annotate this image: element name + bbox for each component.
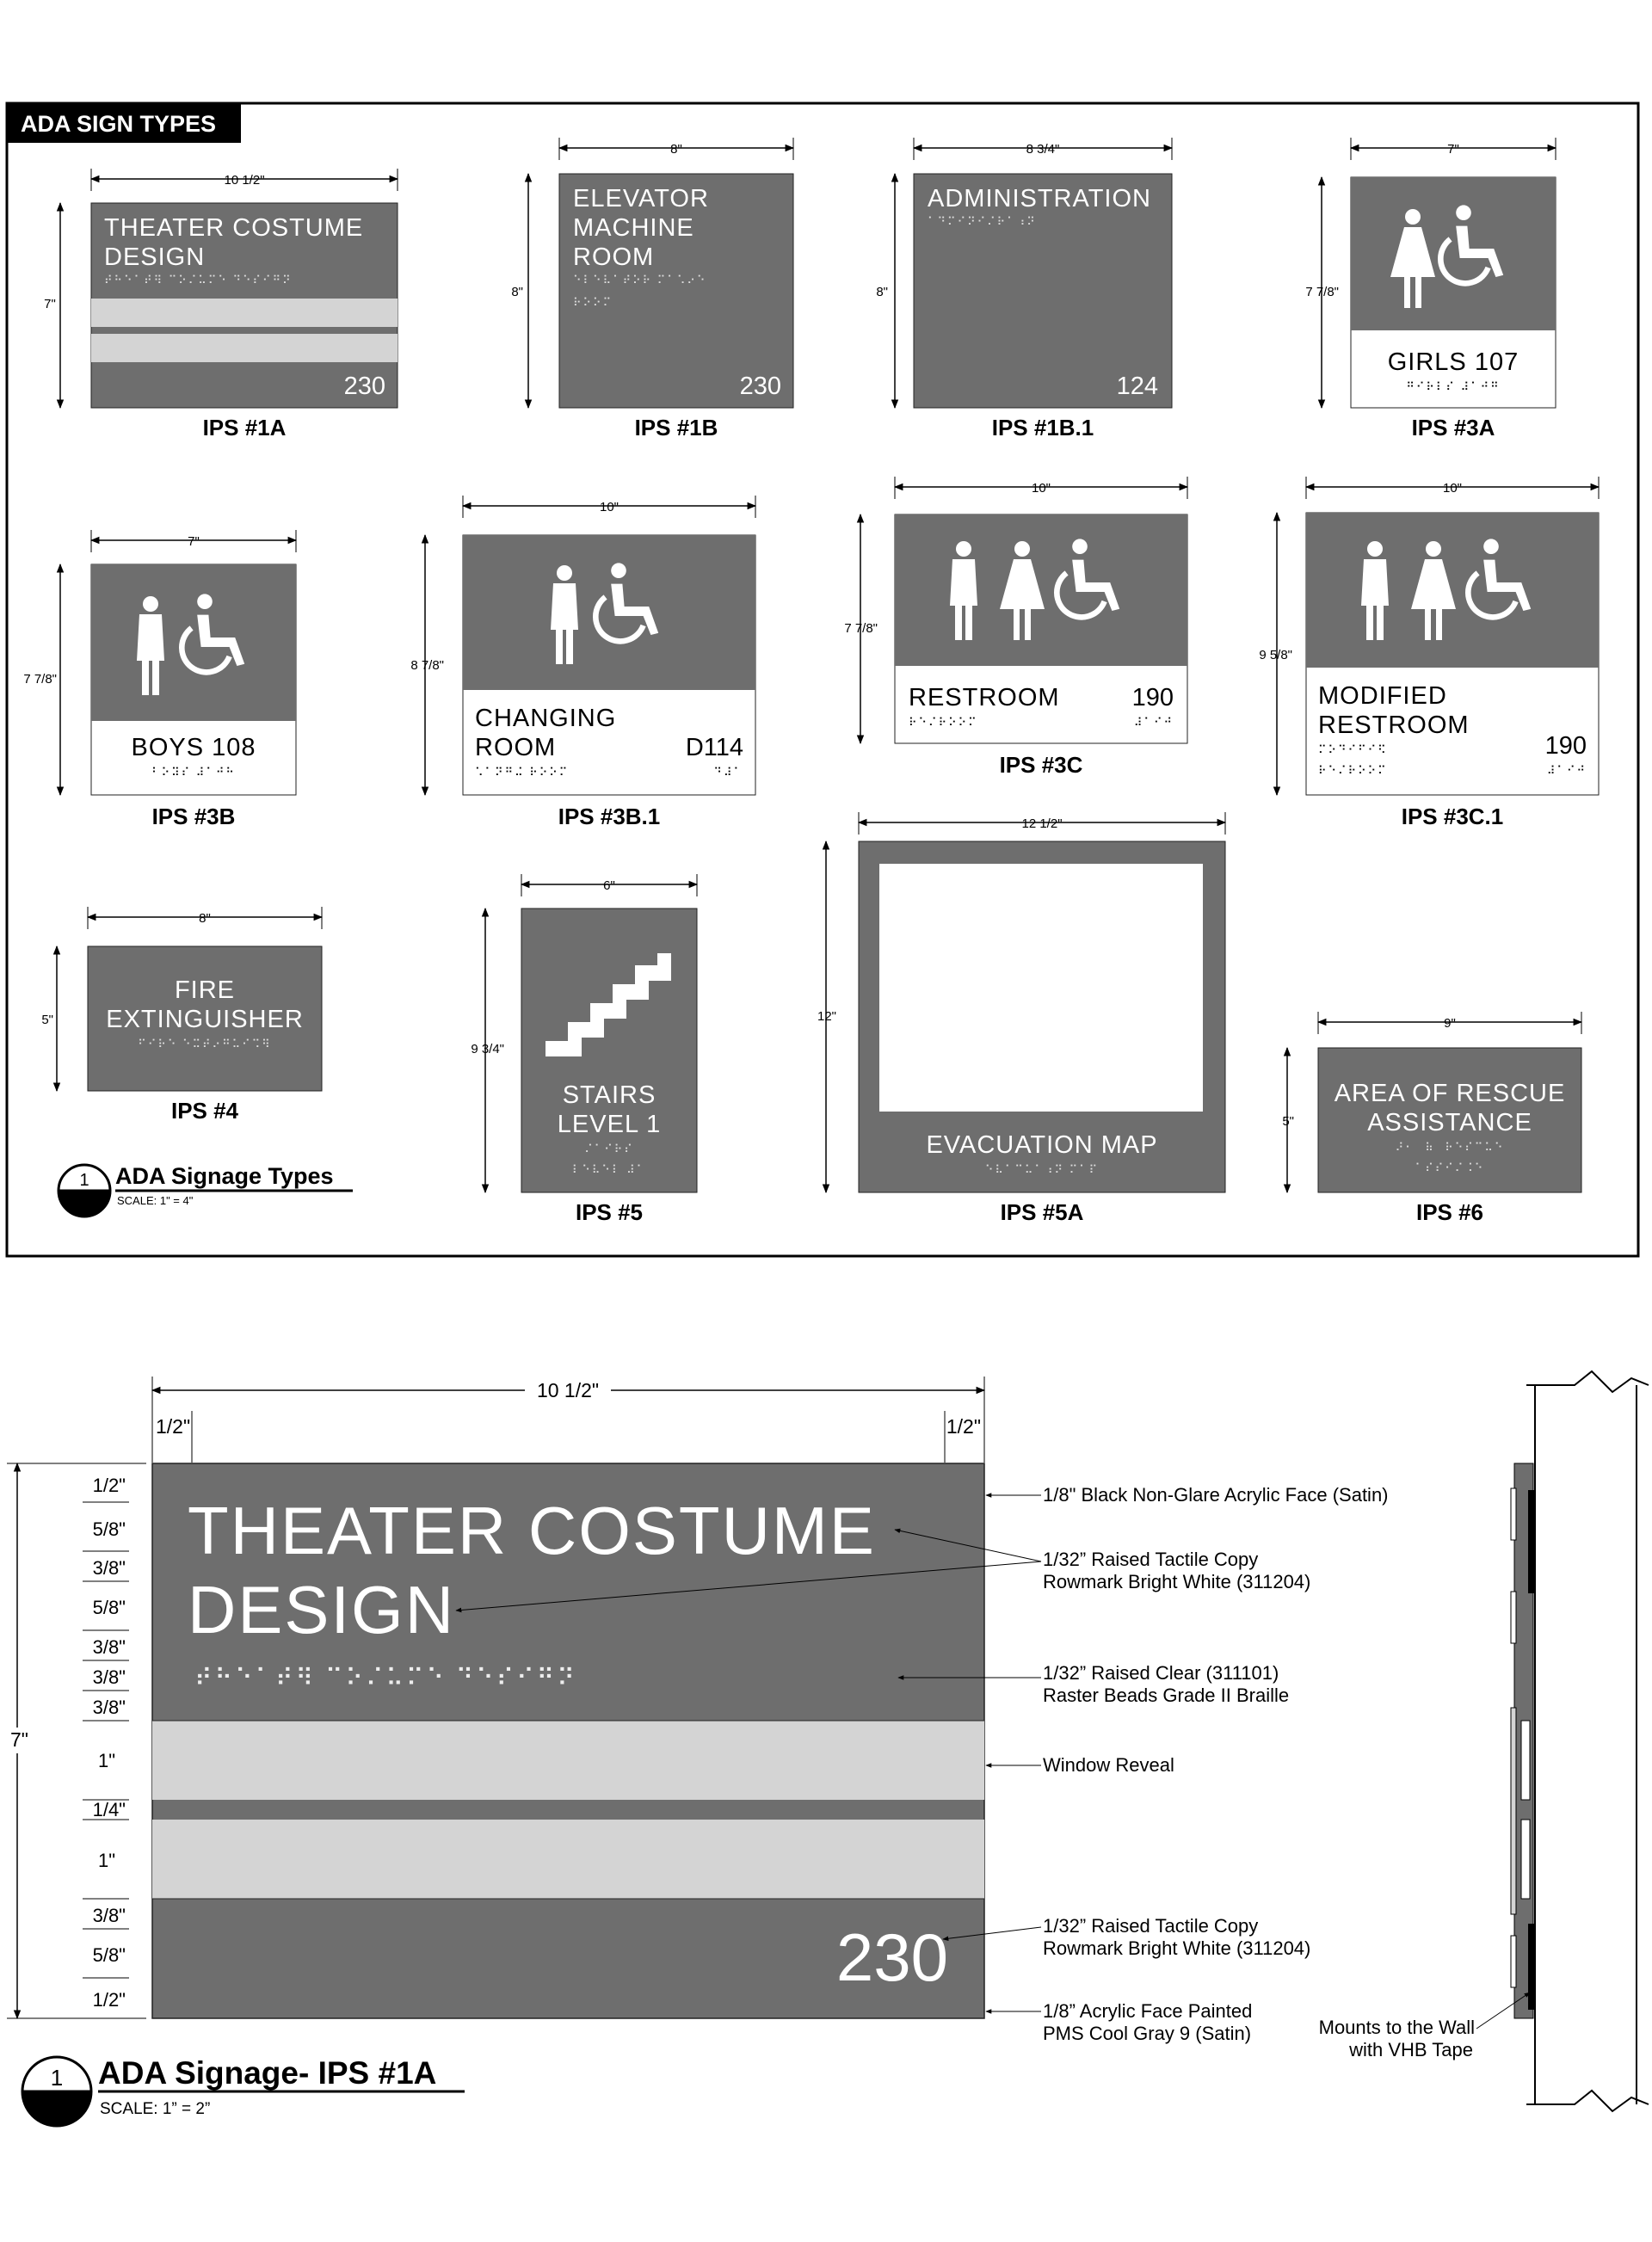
sign-ips-1b bbox=[511, 138, 793, 440]
ips-1b-width: 8" bbox=[670, 142, 682, 157]
callout-3a: 1/32” Raised Clear (311101) bbox=[1043, 1662, 1279, 1684]
ips-1b-height: 8" bbox=[511, 285, 523, 299]
ips-3b1-line1: CHANGING bbox=[475, 705, 617, 732]
ips-5a-line1: EVACUATION MAP bbox=[926, 1131, 1158, 1159]
ips-3c-width: 10" bbox=[1031, 481, 1051, 496]
braille-dots: ⠙⠼⠁ bbox=[713, 766, 743, 779]
sign-ips-3c1 bbox=[1259, 477, 1599, 829]
detail-vertical-dims bbox=[83, 1475, 129, 2011]
callout-5b: Rowmark Bright White (311204) bbox=[1043, 1937, 1311, 1959]
ips-5-line1: STAIRS bbox=[562, 1081, 656, 1109]
ips-3b1-height: 8 7/8" bbox=[410, 658, 444, 673]
callout-6b: PMS Cool Gray 9 (Satin) bbox=[1043, 2023, 1252, 2044]
ips-4-label: IPS #4 bbox=[170, 1098, 239, 1124]
ips-1b-label: IPS #1B bbox=[634, 415, 718, 440]
ips-3a-height: 7 7/8" bbox=[1305, 285, 1339, 299]
callout-4: Window Reveal bbox=[1043, 1754, 1174, 1776]
callout-2a: 1/32” Raised Tactile Copy bbox=[1043, 1549, 1259, 1570]
ips-3b1-number: D114 bbox=[685, 734, 743, 761]
ips-6-label: IPS #6 bbox=[1415, 1199, 1484, 1225]
sign-ips-1b1 bbox=[876, 138, 1172, 440]
callout-3b: Raster Beads Grade II Braille bbox=[1043, 1685, 1290, 1706]
callout-1: 1/8" Black Non-Glare Acrylic Face (Satin) bbox=[1043, 1484, 1389, 1506]
braille-dots: ⠡⠁⠝⠛⠬ ⠗⠕⠕⠍ bbox=[475, 766, 570, 779]
vdim-13: 1/2" bbox=[92, 1989, 126, 2011]
braille-dots: ⠜⠂⠀⠷⠀⠗⠑⠎⠉⠥⠑ bbox=[1395, 1141, 1505, 1154]
sign-ips-5 bbox=[471, 874, 697, 1225]
ips-6-width: 9" bbox=[1444, 1016, 1456, 1031]
ips-1b1-line1: ADMINISTRATION bbox=[928, 185, 1151, 212]
ips-1b1-label: IPS #1B.1 bbox=[991, 415, 1094, 440]
detail-line1: THEATER COSTUME bbox=[188, 1493, 876, 1568]
sign-ips-3b1 bbox=[410, 496, 755, 829]
detail-line2: DESIGN bbox=[188, 1572, 456, 1648]
mount-note-a: Mounts to the Wall bbox=[1318, 2017, 1475, 2038]
ips-1b-line2: MACHINE bbox=[573, 214, 694, 242]
side-section-view bbox=[1319, 1371, 1649, 2111]
sign-ips-6 bbox=[1282, 1012, 1581, 1225]
ips-1b-line3: ROOM bbox=[573, 243, 655, 271]
ips-4-line2: EXTINGUISHER bbox=[106, 1006, 304, 1033]
ips-3b1-width: 10" bbox=[599, 500, 620, 514]
vdim-12: 5/8" bbox=[92, 1944, 126, 1966]
vdim-7: 3/8" bbox=[92, 1697, 126, 1718]
ips-3b1-label: IPS #3B.1 bbox=[558, 804, 661, 829]
ips-4-height: 5" bbox=[41, 1013, 53, 1027]
ips-1b-number: 230 bbox=[739, 373, 781, 400]
title-block-1-scale: SCALE: 1" = 4" bbox=[117, 1194, 194, 1207]
ips-3c1-height: 9 5/8" bbox=[1259, 648, 1292, 662]
ips-6-height: 5" bbox=[1282, 1114, 1294, 1129]
ips-1a-number: 230 bbox=[343, 373, 385, 400]
title-block-1-title: ADA Signage Types bbox=[115, 1163, 334, 1189]
ips-3c-label: IPS #3C bbox=[999, 752, 1083, 778]
ips-1b1-width: 8 3/4" bbox=[1026, 142, 1060, 157]
vdim-4: 5/8" bbox=[92, 1597, 126, 1618]
ips-3a-label: IPS #3A bbox=[1411, 415, 1495, 440]
ips-5-label: IPS #5 bbox=[575, 1199, 644, 1225]
callout-2b: Rowmark Bright White (311204) bbox=[1043, 1571, 1311, 1592]
braille-dots: ⠛⠊⠗⠇⠎ ⠼⠁⠚⠛ bbox=[1406, 380, 1501, 393]
braille-dots: ⠁⠎⠎⠊⠌⠨⠑ bbox=[1415, 1161, 1485, 1174]
braille-dots: ⠞⠓⠑⠁⠞⠻ ⠉⠕⠌⠥⠍⠑ ⠙⠑⠎⠊⠛⠝ bbox=[104, 274, 293, 286]
ips-1a-line1: THEATER COSTUME bbox=[104, 214, 364, 242]
braille-dots: ⠼⠁⠊⠚ bbox=[1133, 716, 1174, 729]
sign-ips-3c bbox=[844, 477, 1187, 778]
ips-5-line2: LEVEL 1 bbox=[557, 1111, 662, 1138]
callout-5a: 1/32” Raised Tactile Copy bbox=[1043, 1915, 1259, 1937]
ips-3b-height: 7 7/8" bbox=[23, 672, 57, 687]
braille-dots: ⠋⠊⠗⠑ ⠑⠭⠞⠔⠛⠥⠊⠩⠻ bbox=[138, 1038, 272, 1050]
ips-3c1-line2: RESTROOM bbox=[1318, 711, 1470, 739]
ips-3a-line1: GIRLS 107 bbox=[1387, 348, 1519, 376]
title-block-2-number: 1 bbox=[50, 2065, 64, 2091]
ips-3c-number: 190 bbox=[1131, 684, 1174, 711]
ips-3b-label: IPS #3B bbox=[151, 804, 236, 829]
ips-5-height: 9 3/4" bbox=[471, 1042, 504, 1056]
detail-overall-width: 10 1/2" bbox=[536, 1379, 600, 1401]
braille-dots: ⠼⠁⠊⠚ bbox=[1546, 764, 1587, 777]
sign-ips-5a bbox=[817, 812, 1225, 1225]
detail-right-margin: 1/2" bbox=[946, 1415, 981, 1438]
ips-3c-height: 7 7/8" bbox=[844, 621, 878, 636]
ips-1a-label: IPS #1A bbox=[202, 415, 287, 440]
ips-5a-width: 12 1/2" bbox=[1021, 816, 1063, 831]
vdim-11: 3/8" bbox=[92, 1905, 126, 1926]
ips-1b-line1: ELEVATOR bbox=[573, 185, 709, 212]
vdim-3: 3/8" bbox=[92, 1557, 126, 1579]
ips-1a-width: 10 1/2" bbox=[224, 173, 265, 188]
vdim-8: 1" bbox=[97, 1750, 115, 1771]
vdim-1: 1/2" bbox=[92, 1475, 126, 1496]
ips-6-line1: AREA OF RESCUE bbox=[1334, 1080, 1566, 1107]
title-block-1-number: 1 bbox=[79, 1171, 89, 1190]
braille-dots: ⠁⠙⠍⠊⠝⠊⠌⠗⠁⠰⠝ bbox=[928, 215, 1037, 228]
ips-1b1-number: 124 bbox=[1116, 373, 1158, 400]
vdim-2: 5/8" bbox=[92, 1518, 126, 1540]
ips-5a-label: IPS #5A bbox=[1000, 1199, 1084, 1225]
callout-6a: 1/8” Acrylic Face Painted bbox=[1043, 2000, 1253, 2022]
braille-dots: ⠗⠑⠌⠗⠕⠕⠍ bbox=[909, 716, 978, 729]
title-block-2-scale: SCALE: 1” = 2” bbox=[100, 2100, 211, 2118]
braille-dots: ⠇⠑⠧⠑⠇ ⠼⠁ bbox=[571, 1163, 647, 1176]
braille-dots: ⠞⠓⠑⠁⠞⠻ ⠉⠕⠌⠥⠍⠑ ⠙⠑⠎⠊⠛⠝ bbox=[194, 1665, 577, 1691]
detail-overall-height: 7" bbox=[10, 1728, 28, 1751]
sign-ips-1a bbox=[44, 169, 398, 440]
ips-3b-width: 7" bbox=[188, 534, 200, 549]
detail-ips-1a bbox=[7, 1375, 1389, 2044]
braille-dots: ⠃⠕⠽⠎ ⠼⠁⠚⠓ bbox=[151, 766, 236, 779]
braille-dots: ⠌⠁⠊⠗⠎ bbox=[584, 1143, 634, 1155]
ips-4-width: 8" bbox=[199, 911, 211, 926]
ips-1a-height: 7" bbox=[44, 297, 56, 311]
sign-ips-4 bbox=[41, 907, 322, 1124]
braille-dots: ⠗⠕⠕⠍ bbox=[573, 296, 613, 309]
title-block-2 bbox=[22, 2055, 465, 2126]
ips-3c1-label: IPS #3C.1 bbox=[1401, 804, 1504, 829]
detail-number: 230 bbox=[835, 1919, 948, 1995]
ips-1b1-height: 8" bbox=[876, 285, 888, 299]
ips-1a-line2: DESIGN bbox=[104, 243, 206, 271]
panel-title: ADA SIGN TYPES bbox=[21, 111, 217, 137]
braille-dots: ⠗⠑⠌⠗⠕⠕⠍ bbox=[1318, 764, 1388, 777]
ips-3c1-width: 10" bbox=[1442, 481, 1463, 496]
ips-3b-line1: BOYS 108 bbox=[131, 734, 256, 761]
ips-3b1-line2: ROOM bbox=[475, 734, 557, 761]
vdim-5: 3/8" bbox=[92, 1636, 126, 1658]
ips-5a-height: 12" bbox=[817, 1009, 836, 1024]
title-block-2-title: ADA Signage- IPS #1A bbox=[98, 2055, 437, 2091]
vdim-10: 1" bbox=[97, 1850, 115, 1871]
ips-3c-line1: RESTROOM bbox=[909, 684, 1060, 711]
ips-6-line2: ASSISTANCE bbox=[1367, 1109, 1532, 1136]
braille-dots: ⠍⠕⠙⠊⠋⠊⠫ bbox=[1318, 743, 1388, 756]
mount-note-b: with VHB Tape bbox=[1349, 2039, 1473, 2060]
ips-3c1-number: 190 bbox=[1544, 732, 1587, 760]
sign-ips-3a bbox=[1305, 138, 1556, 440]
vdim-6: 3/8" bbox=[92, 1666, 126, 1688]
braille-dots: ⠑⠧⠁⠉⠥⠁⠰⠝ ⠍⠁⠏ bbox=[984, 1163, 1100, 1176]
vdim-9: 1/4" bbox=[92, 1799, 126, 1820]
ips-3a-width: 7" bbox=[1447, 142, 1459, 157]
title-block-1 bbox=[59, 1163, 353, 1216]
ips-4-line1: FIRE bbox=[174, 976, 236, 1004]
ips-5-width: 6" bbox=[603, 878, 615, 893]
sign-ips-3b bbox=[23, 530, 296, 829]
braille-dots: ⠑⠇⠑⠧⠁⠞⠕⠗ ⠍⠁⠡⠔⠑ bbox=[573, 274, 707, 286]
ips-3c1-line1: MODIFIED bbox=[1318, 682, 1447, 710]
detail-left-margin: 1/2" bbox=[156, 1415, 191, 1438]
